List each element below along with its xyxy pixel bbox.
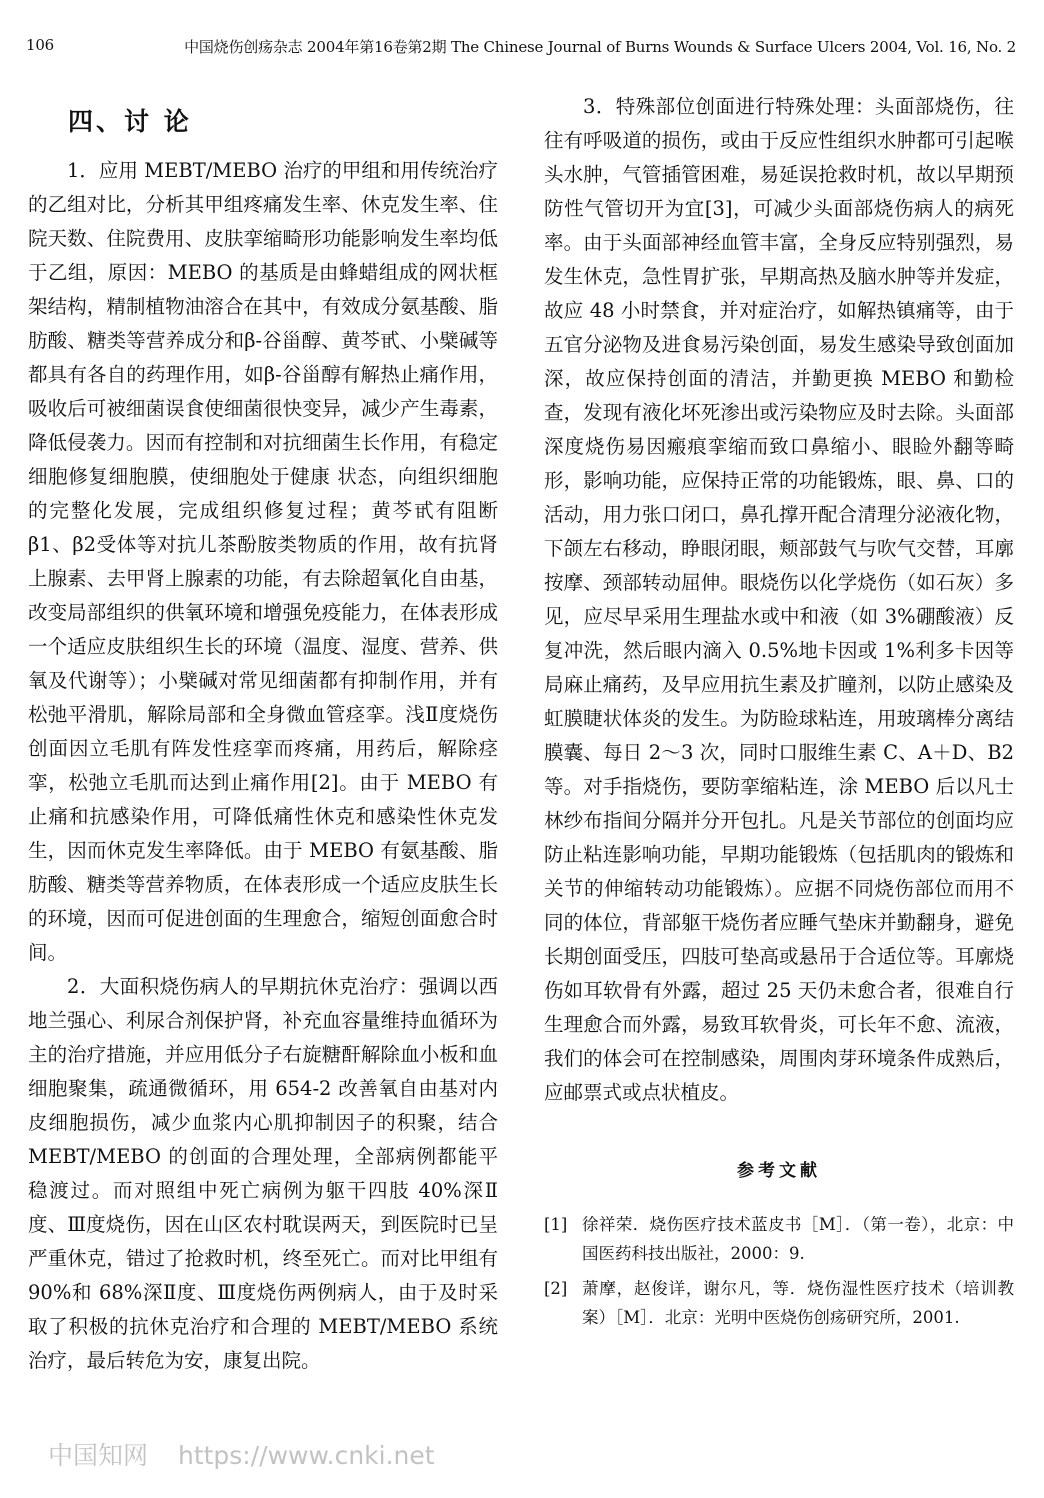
watermark-url: https://www.cnki.net [177, 1441, 435, 1470]
reference-text: 萧摩，赵俊详，谢尔凡，等．烧伤湿性医疗技术（培训教案）［M］．北京：光明中医烧伤创疡研究所，2001. [582, 1279, 1014, 1327]
running-title: 中国烧伤创疡杂志 2004年第16卷第2期 The Chinese Journal of Burns Wounds & Surface Ulcers 2004, Vol. 16, No. 2 [184, 38, 1016, 56]
paragraph-3: 3．特殊部位创面进行特殊处理：头面部烧伤，往往有呼吸道的损伤，或由于反应性组织水肿都可引起喉头水肿，气管插管困难，易延误抢救时机，故以早期预防性气管切开为宜[3]，可减少头面部烧伤病人的病死率。由于头面部神经血管丰富，全身反应特别强烈，易发生休克，急性胃扩张，早期高热及脑水肿等并发症，故应 48 小时禁食，并对症治疗，如解热镇痛等，由于五官分泌物及进食易污染创面，易发生感染导致创面加深，故应保持创面的清洁，并勤更换 MEBO 和勤检查，发现有液化坏死渗出或污染物应及时去除。头面部深度烧伤易因瘢痕挛缩而致口鼻缩小、眼睑外翻等畸形，影响功能，应保持正常的功能锻炼，眼、鼻、口的活动，用力张口闭口，鼻孔撑开配合清理分泌液化物，下颌左右移动，睁眼闭眼，颊部鼓气与吹气交替，耳廓按摩、颈部转动屈伸。眼烧伤以化学烧伤（如石灰）多见，应尽早采用生理盐水或中和液（如 3%硼酸液）反复冲洗，然后眼内滴入 0.5%地卡因或 1%利多卡因等局麻止痛药，及早应用抗生素及扩瞳剂，以防止感染及虹膜睫状体炎的发生。为防睑球粘连，用玻璃棒分离结膜囊、每日 2～3 次，同时口服维生素 C、A＋D、B2 等。对手指烧伤，要防挛缩粘连，涂 MEBO 后以凡士林纱布指间分隔并分开包扎。凡是关节部位的创面均应防止粘连影响功能，早期功能锻炼（包括肌肉的锻炼和关节的伸缩转动功能锻炼）。应据不同烧伤部位而用不同的体位，背部躯干烧伤者应睡气垫床并勤翻身，避免长期创面受压，四肢可垫高或悬吊于合适位等。耳廓烧伤如耳软骨有外露，超过 25 天仍未愈合者，很难自行生理愈合而外露，易致耳软骨炎，可长年不愈、流液，我们的体会可在控制感染，周围肉芽环境条件成熟后，应邮票式或点状植皮。 [544, 95, 1014, 1104]
paragraph-2: 2．大面积烧伤病人的早期抗休克治疗：强调以西地兰强心、利尿合剂保护肾，补充血容量维持血循环为主的治疗措施，并应用低分子右旋糖酐解除血小板和血细胞聚集，疏通微循环，用 654-2 改善氧自由基对内皮细胞损伤，减少血浆内心肌抑制因子的积聚，结合 MEBT/MEBO 的创面的合理处理，全部病例都能平稳渡过。而对照组中死亡病例为躯干四肢 40%深Ⅱ度、Ⅲ度烧伤，因在山区农村耽误两天，到医院时已呈严重休克，错过了抢救时机，终至死亡。而对比甲组有 90%和 68%深Ⅱ度、Ⅲ度烧伤两例病人，由于及时采取了积极的抗休克治疗和合理的 MEBT/MEBO 系统治疗，最后转危为安，康复出院。 [28, 975, 498, 1372]
section-heading: 四、讨 论 [68, 107, 192, 136]
paragraph-1: 1．应用 MEBT/MEBO 治疗的甲组和用传统治疗的乙组对比，分析其甲组疼痛发生率、休克发生率、住院天数、住院费用、皮肤挛缩畸形功能影响发生率均低于乙组，原因：MEBO 的基质是由蜂蜡组成的网状框架结构，精制植物油溶合在其中，有效成分氨基酸、脂肪酸、糖类等营养成分和β-谷甾醇、黄芩甙、小檗碱等都具有各自的药理作用，如β-谷甾醇有解热止痛作用，吸收后可被细菌误食使细菌很快变异，减少产生毒素，降低侵袭力。因而有控制和对抗细菌生长作用，有稳定细胞修复细胞膜，使细胞处于健康 状态，向组织细胞的完整化发展，完成组织修复过程；黄芩甙有阻断β1、β2受体等对抗儿茶酚胺类物质的作用，故有抗肾上腺素、去甲肾上腺素的功能，有去除超氧化自由基，改变局部组织的供氧环境和增强免疫能力，在体表形成一个适应皮肤组织生长的环境（温度、湿度、营养、供氧及代谢等）；小檗碱对常见细菌都有抑制作用，并有松弛平滑肌，解除局部和全身微血管痉挛。浅Ⅱ度烧伤创面因立毛肌有阵发性痉挛而疼痛，用药后，解除痉挛，松弛立毛肌而达到止痛作用[2]。由于 MEBO 有止痛和抗感染作用，可降低痛性休克和感染性休克发生，因而休克发生率降低。由于 MEBO 有氨基酸、脂肪酸、糖类等营养物质，在体表形成一个适应皮肤生长的环境，因而可促进创面的生理愈合，缩短创面愈合时间。 [28, 159, 498, 964]
reference-item [544, 1210, 1014, 1268]
watermark-logo: 中国知网 [48, 1441, 149, 1470]
right-column [544, 90, 1014, 1338]
reference-text: 徐祥荣．烧伤医疗技术蓝皮书［M］．（第一卷），北京：中国医药科技出版社，2000：9. [582, 1215, 1014, 1263]
page-number: 106 [26, 36, 55, 54]
cnki-watermark [48, 1436, 457, 1472]
references-title: 参考文献 [737, 1161, 821, 1181]
left-column [28, 90, 498, 1378]
reference-item [544, 1274, 1014, 1332]
reference-number: [1] [544, 1215, 568, 1234]
reference-number: [2] [544, 1279, 568, 1298]
running-header [26, 36, 1016, 60]
